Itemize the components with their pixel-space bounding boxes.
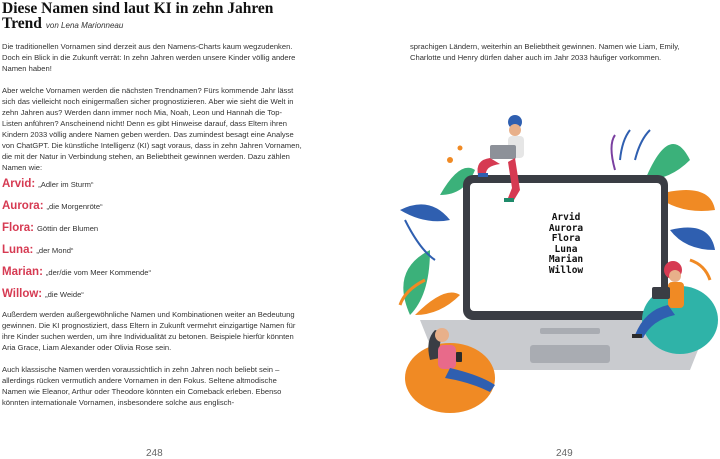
name-meaning: „Adler im Sturm“ bbox=[38, 180, 94, 189]
right-page bbox=[360, 0, 720, 459]
name-meaning: „der/die vom Meer Kommende“ bbox=[45, 268, 151, 277]
intro-paragraph: Die traditionellen Vornamen sind derzeit aus den Namens-Charts kaum wegzudenken. Doch ein Blick in die Zukunft verrät: In zehn Jahren werden unsere Kinder völlig andere Namen haben! bbox=[2, 42, 296, 73]
name-label: Luna: bbox=[2, 244, 34, 256]
name-item bbox=[2, 222, 302, 244]
screen-name: Marian bbox=[548, 254, 584, 265]
name-label: Arvid: bbox=[2, 178, 36, 190]
name-label: Flora: bbox=[2, 222, 34, 234]
page-number-right: 249 bbox=[556, 448, 573, 459]
page-number-left: 248 bbox=[146, 448, 163, 459]
article-title bbox=[2, 1, 332, 33]
screen-names bbox=[531, 213, 601, 276]
name-item bbox=[2, 244, 302, 266]
body-paragraph-2: Aber welche Vornamen werden die nächsten Trendnamen? Fürs kommende Jahr lässt sich das vielleicht noch einigermaßen sicher prognostizieren. Aber wie sieht die Welt in zehn Jahren aus? Werden dann immer noch Mia, Noah, Leon und Hannah die Top-Listen anführen? Anscheinend nicht! Denn es gibt Hinweise darauf, dass Eltern ihren Kindern 2033 völlig andere Namen geben werden. Das zumindest besagt eine Analyse von ChatGPT. Die künstliche Intelligenz (KI) sagt voraus, dass in zehn Jahren Vornamen, die mit der Natur in Verbindung stehen, an Beliebtheit gewinnen werden. Dazu zählen Namen wie: bbox=[2, 86, 302, 172]
continued-paragraph: sprachigen Ländern, weiterhin an Beliebtheit gewinnen. Namen wie Liam, Emily, Charlotte und Henry dürfen daher auch im Jahr 2033 häufiger vorkommen. bbox=[410, 42, 680, 62]
body-paragraph-4: Auch klassische Namen werden voraussichtlich in zehn Jahren noch beliebt sein – allerdings rücken vermutlich andere Vornamen in den Fokus. Seltene altmodische Namen wie Eleanor, Arthur oder Theodore könnten ein Comeback erleben. Ebenso könnten internationale Vornamen, insbesondere solche aus englisch- bbox=[2, 365, 282, 407]
name-item bbox=[2, 178, 302, 200]
screen-name: Luna bbox=[554, 243, 578, 255]
name-meaning: „die Morgenröte“ bbox=[46, 202, 103, 211]
body-paragraph-3: Außerdem werden außergewöhnliche Namen und Kombinationen weiter an Bedeutung gewinnen. Die KI prognostiziert, dass Eltern in Zukunft vermehrt einzigartige Namen für ihre Kinder suchen werden, um ihre Individualität zu betonen. Beispiele hierfür könnten Aria Grace, Liam Alexander oder Olivia Rose sein. bbox=[2, 310, 296, 352]
name-meaning: „der Mond“ bbox=[36, 246, 74, 255]
screen-name: Arvid bbox=[551, 212, 581, 223]
name-label: Marian: bbox=[2, 266, 43, 278]
name-label: Willow: bbox=[2, 288, 43, 300]
screen-name: Aurora bbox=[548, 222, 584, 234]
title-text: Diese Namen sind laut KI in zehn Jahren Trend bbox=[2, 0, 274, 32]
name-list bbox=[2, 178, 302, 310]
name-meaning: „die Weide“ bbox=[45, 290, 84, 299]
screen-name: Flora bbox=[551, 233, 581, 244]
name-label: Aurora: bbox=[2, 200, 44, 212]
name-item bbox=[2, 200, 302, 222]
name-item bbox=[2, 266, 302, 288]
screen-name: Willow bbox=[548, 264, 584, 276]
name-item bbox=[2, 288, 302, 310]
author-byline: von Lena Marionneau bbox=[45, 21, 124, 30]
name-meaning: Göttin der Blumen bbox=[36, 224, 99, 233]
